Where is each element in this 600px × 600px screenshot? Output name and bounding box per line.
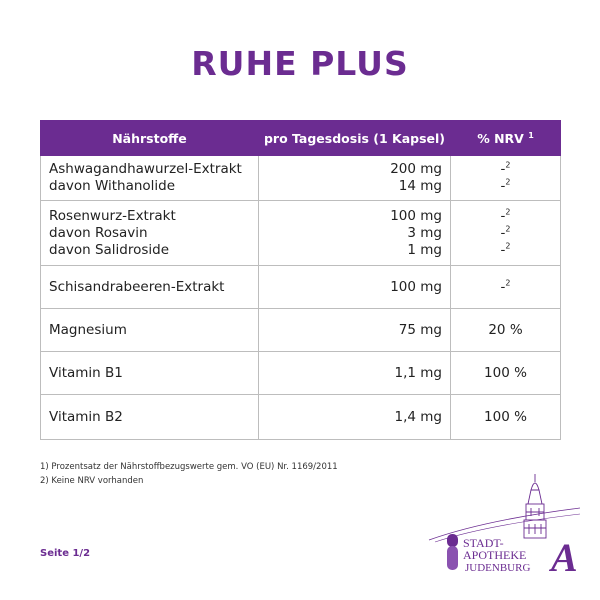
nutrient-name: Ashwagandhawurzel-Extrakt bbox=[49, 161, 242, 177]
capsule-icon bbox=[447, 534, 458, 570]
footnotes bbox=[40, 460, 338, 488]
nrv-value: -$^2$ bbox=[451, 266, 561, 309]
logo-line-1: STADT- bbox=[463, 536, 504, 550]
header-nrv-footnote: 1 bbox=[528, 130, 534, 140]
nrv-cell bbox=[451, 156, 561, 201]
nutrient-name: Magnesium bbox=[41, 309, 259, 352]
amount-value: 75 mg bbox=[259, 309, 451, 352]
nrv-value: -$^2$ bbox=[500, 160, 511, 177]
amount-value: 100 mg bbox=[390, 207, 442, 224]
nutrition-table bbox=[40, 120, 561, 440]
nutrient-name: Vitamin B1 bbox=[41, 352, 259, 395]
header-nrv bbox=[451, 121, 561, 156]
page-title: RUHE PLUS bbox=[191, 44, 409, 83]
nrv-value: 100 % bbox=[451, 352, 561, 395]
table-row bbox=[41, 309, 561, 352]
nutrient-name: davon Withanolide bbox=[49, 178, 176, 194]
nrv-value: -$^2$ bbox=[500, 207, 511, 224]
logo-a-mark: A bbox=[551, 535, 578, 578]
nrv-value: -$^2$ bbox=[500, 241, 511, 258]
footnote-1: 1) Prozentsatz der Nährstoffbezugswerte gem. VO (EU) Nr. 1169/2011 bbox=[40, 462, 338, 472]
table-header-row bbox=[41, 121, 561, 156]
nutrient-name: Schisandrabeeren-Extrakt bbox=[41, 266, 259, 309]
amount-value: 200 mg bbox=[390, 161, 442, 177]
amount-value: 14 mg bbox=[398, 178, 442, 194]
amount-value: 100 mg bbox=[259, 266, 451, 309]
nrv-cell bbox=[451, 201, 561, 266]
nutrient-name: davon Salidroside bbox=[49, 241, 170, 258]
nrv-value: -$^2$ bbox=[500, 224, 511, 241]
header-daily-dose: pro Tagesdosis (1 Kapsel) bbox=[259, 121, 451, 156]
header-nutrients: Nährstoffe bbox=[41, 121, 259, 156]
nrv-value: 20 % bbox=[451, 309, 561, 352]
nutrient-name: davon Rosavin bbox=[49, 224, 148, 241]
nutrient-name: Rosenwurz-Extrakt bbox=[49, 207, 176, 224]
amount-cell bbox=[259, 156, 451, 201]
church-tower-icon bbox=[429, 474, 580, 542]
amount-cell bbox=[259, 201, 451, 266]
nutrient-name: Vitamin B2 bbox=[41, 395, 259, 440]
table-row bbox=[41, 352, 561, 395]
table-row bbox=[41, 266, 561, 309]
amount-value: 3 mg bbox=[407, 224, 442, 241]
table-row bbox=[41, 156, 561, 201]
logo-line-3: JUDENBURG bbox=[465, 562, 531, 574]
nrv-value: -$^2$ bbox=[500, 177, 511, 194]
amount-value: 1,1 mg bbox=[259, 352, 451, 395]
page-number: Seite 1/2 bbox=[40, 548, 91, 559]
nutrient-cell bbox=[41, 201, 259, 266]
amount-value: 1,4 mg bbox=[259, 395, 451, 440]
footnote-2: 2) Keine NRV vorhanden bbox=[40, 476, 144, 486]
nutrient-cell bbox=[41, 156, 259, 201]
logo-line-2: APOTHEKE bbox=[463, 548, 527, 562]
amount-value: 1 mg bbox=[407, 241, 442, 258]
table-row bbox=[41, 201, 561, 266]
stadt-apotheke-logo bbox=[425, 468, 590, 578]
table-row bbox=[41, 395, 561, 440]
nrv-value: 100 % bbox=[451, 395, 561, 440]
header-nrv-label: % NRV bbox=[477, 130, 524, 146]
